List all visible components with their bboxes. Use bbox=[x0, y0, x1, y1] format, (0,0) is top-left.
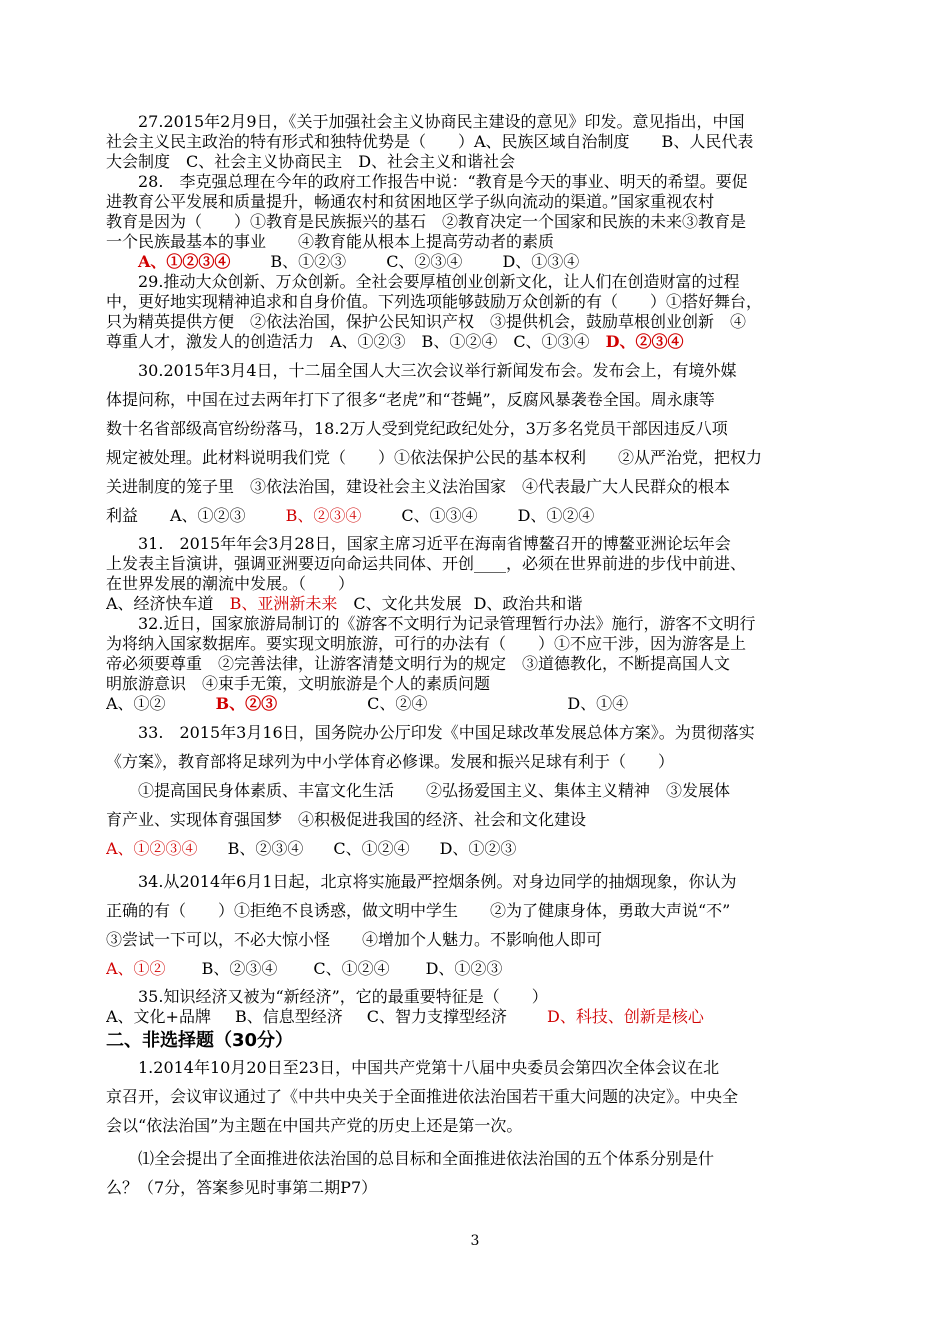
q28-line-2: 进教育公平发展和质量提升，畅通农村和贫困地区学子纵向流动的渠道。”国家重视农村 bbox=[106, 192, 715, 211]
q33-option-a: A、①②③④ bbox=[106, 839, 198, 858]
q33-line-3: ①提高国民身体素质、丰富文化生活 ②弘扬爱国主义、集体主义精神 ③发展体 bbox=[138, 781, 731, 800]
q32-option-b: B、②③ bbox=[215, 694, 278, 713]
section-2-para-line-1: 1.2014年10月20日至23日，中国共产党第十八届中央委员会第四次全体会议在北 bbox=[138, 1058, 720, 1077]
q28-option-d: D、①③④ bbox=[502, 252, 580, 271]
q32-option-c: C、②④ bbox=[367, 694, 428, 713]
q27-line-3: 大会制度 C、社会主义协商民主 D、社会主义和谐社会 bbox=[106, 152, 516, 171]
q27-line-1: 27.2015年2月9日，《关于加强社会主义协商民主建设的意见》印发。意见指出，中国 bbox=[138, 112, 745, 131]
q33-option-c: C、①②④ bbox=[333, 839, 410, 858]
q28-line-4: 一个民族最基本的事业 ④教育能从根本上提高劳动者的素质 bbox=[106, 232, 555, 251]
section-2-para-line-3: 会以“依法治国”为主题在中国共产党的历史上还是第一次。 bbox=[106, 1116, 523, 1135]
q33-option-d: D、①②③ bbox=[439, 839, 517, 858]
q30-line-3: 数十名省部级高官纷纷落马，18.2万人受到党纪政纪处分，3万多名党员干部因违反八项 bbox=[106, 419, 728, 438]
q30-line-6: 利益 A、①②③ bbox=[106, 506, 246, 525]
q34-options bbox=[106, 954, 846, 983]
q34-option-d: D、①②③ bbox=[425, 959, 503, 978]
q30-line-2: 体提问称，中国在过去两年打下了很多“老虎”和“苍蝇”，反腐风暴袭卷全国。周永康等 bbox=[106, 390, 715, 409]
q32-line-3: 帝必须要尊重 ②完善法律，让游客清楚文明行为的规定 ③道德教化，不断提高国人文 bbox=[106, 654, 731, 673]
q27-line-2: 社会主义民主政治的特有形式和独特优势是（ ）A、民族区域自治制度 B、人民代表 bbox=[106, 132, 754, 151]
q33-options bbox=[106, 834, 846, 863]
q33-line-2: 《方案》，教育部将足球列为中小学体育必修课。发展和振兴足球有利于（ ） bbox=[106, 752, 675, 771]
q32-line-1: 32.近日，国家旅游局制订的《游客不文明行为记录管理暂行办法》施行，游客不文明行 bbox=[138, 614, 756, 633]
q30-line-5: 关进制度的笼子里 ③依法治国，建设社会主义法治国家 ④代表最广大人民群众的根本 bbox=[106, 477, 731, 496]
q31-line-1: 31. 2015年年会3月28日，国家主席习近平在海南省博鳌召开的博鳌亚洲论坛年会 bbox=[138, 534, 731, 553]
q34-option-a: A、①② bbox=[106, 959, 166, 978]
q29-line-3: 只为精英提供方便 ②依法治国，保护公民知识产权 ③提供机会，鼓励草根创业创新 ④ bbox=[106, 312, 747, 331]
q34-line-2: 正确的有（ ）①拒绝不良诱惑，做文明中学生 ②为了健康身体，勇敢大声说“不” bbox=[106, 901, 731, 920]
document-body bbox=[106, 112, 846, 1202]
q30-line-1: 30.2015年3月4日，十二届全国人大三次会议举行新闻发布会。发布会上，有境外媒 bbox=[138, 361, 737, 380]
section-2-para-line-2: 京召开，会议审议通过了《中共中央关于全面推进依法治国若干重大问题的决定》。中央全 bbox=[106, 1087, 739, 1106]
q34-option-b: B、②③④ bbox=[201, 959, 278, 978]
q35-line-1: 35.知识经济又被为“新经济”，它的最重要特征是（ ） bbox=[138, 987, 548, 1006]
q30-line-4: 规定被处理。此材料说明我们党（ ）①依法保护公民的基本权利 ②从严治党，把权力 bbox=[106, 448, 763, 467]
q35-option-c: C、智力支撑型经济 bbox=[366, 1007, 507, 1026]
section-2-question-line-2: 么？（7分，答案参见时事第二期P7） bbox=[106, 1178, 378, 1197]
q29-line-1: 29.推动大众创新、万众创新。全社会要厚植创业创新文化，让人们在创造财富的过程 bbox=[138, 272, 740, 291]
q34-line-1: 34.从2014年6月1日起，北京将实施最严控烟条例。对身边同学的抽烟现象，你认为 bbox=[138, 872, 737, 891]
q35-options bbox=[106, 1007, 846, 1027]
q35-option-b: B、信息型经济 bbox=[234, 1007, 343, 1026]
q33-line-1: 33. 2015年3月16日，国务院办公厅印发《中国足球改革发展总体方案》。为贯彻落实 bbox=[138, 723, 755, 742]
q29-line-2: 中，更好地实现精神追求和自身价值。下列选项能够鼓励万众创新的有（ ）①搭好舞台， bbox=[106, 292, 763, 311]
q28-option-c: C、②③④ bbox=[386, 252, 463, 271]
q33-line-4: 育产业、实现体育强国梦 ④积极促进我国的经济、社会和文化建设 bbox=[106, 810, 587, 829]
q31-options bbox=[106, 594, 846, 614]
q32-option-d: D、①④ bbox=[567, 694, 629, 713]
page-number: 3 bbox=[470, 1233, 480, 1249]
q30-option-c: C、①③④ bbox=[401, 506, 478, 525]
q34-option-c: C、①②④ bbox=[313, 959, 390, 978]
q29-line-4-text: 尊重人才，激发人的创造活力 A、①②③ B、①②④ C、①③④ bbox=[106, 332, 590, 351]
q28-line-3: 教育是因为（ ）①教育是民族振兴的基石 ②教育决定一个国家和民族的未来③教育是 bbox=[106, 212, 747, 231]
q30-option-d: D、①②④ bbox=[517, 506, 595, 525]
q32-option-a: A、①② bbox=[106, 694, 166, 713]
q28-line-1: 28. 李克强总理在今年的政府工作报告中说：“教育是今天的事业、明天的希望。要促 bbox=[138, 172, 748, 191]
q35-option-d: D、科技、创新是核心 bbox=[546, 1007, 704, 1026]
q33-option-b: B、②③④ bbox=[227, 839, 304, 858]
q32-line-2: 为将纳入国家数据库。要实现文明旅游，可行的办法有（ ）①不应干涉，因为游客是上 bbox=[106, 634, 747, 653]
q29-option-d: D、②③④ bbox=[605, 332, 684, 351]
q28-option-b: B、①②③ bbox=[270, 252, 347, 271]
q32-line-4: 明旅游意识 ④束手无策，文明旅游是个人的素质问题 bbox=[106, 674, 491, 693]
q31-option-d: D、政治共和谐 bbox=[473, 594, 583, 613]
q31-line-2: 上发表主旨演讲，强调亚洲要迈向命运共同体、开创____，必须在世界前进的步伐中前进、 bbox=[106, 554, 747, 573]
q30-options bbox=[106, 501, 846, 530]
q28-options bbox=[106, 252, 846, 272]
section-2-question-line-1: ⑴全会提出了全面推进依法治国的总目标和全面推进依法治国的五个体系分别是什 bbox=[138, 1149, 715, 1168]
q31-option-a: A、经济快车道 bbox=[106, 594, 214, 613]
q28-option-a: A、①②③④ bbox=[138, 252, 231, 271]
section-2-heading: 二、非选择题（30分） bbox=[106, 1030, 294, 1051]
q29-line-4 bbox=[106, 332, 846, 352]
q31-option-c: C、文化共发展 bbox=[353, 594, 462, 613]
q35-option-a: A、文化+品牌 bbox=[106, 1007, 211, 1026]
q32-options bbox=[106, 694, 846, 714]
q31-line-3: 在世界发展的潮流中发展。（ ） bbox=[106, 574, 355, 593]
q31-option-b: B、亚洲新未来 bbox=[229, 594, 338, 613]
q34-line-3: ③尝试一下可以，不必大惊小怪 ④增加个人魅力。不影响他人即可 bbox=[106, 930, 603, 949]
q30-option-b: B、②③④ bbox=[285, 506, 362, 525]
